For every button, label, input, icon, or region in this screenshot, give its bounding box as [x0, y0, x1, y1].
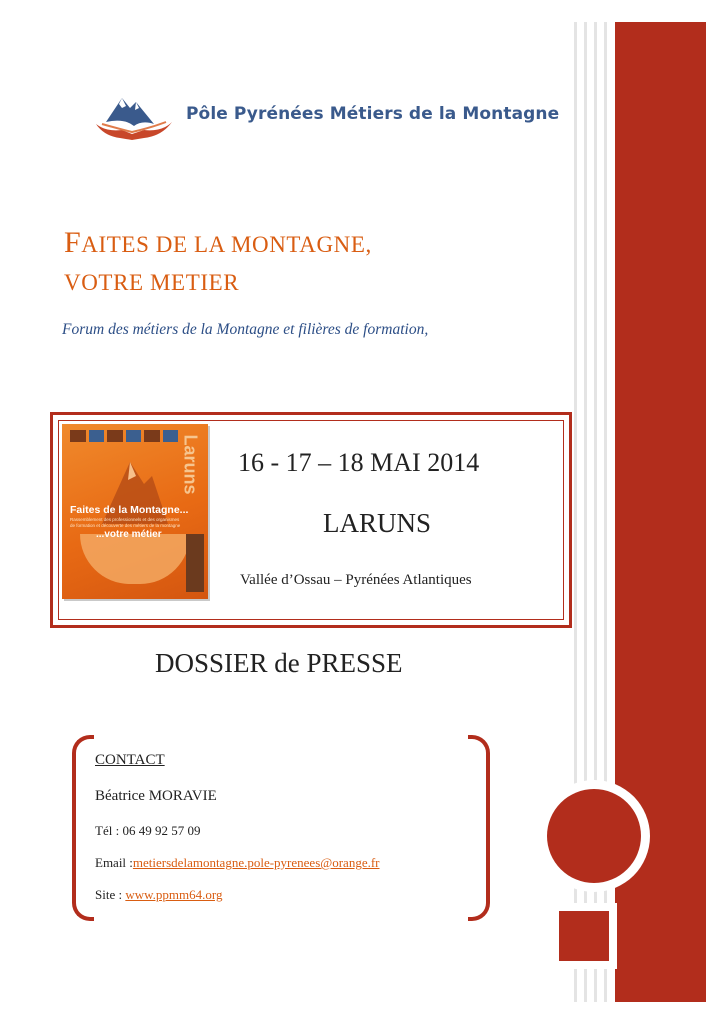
poster-photo-strip — [70, 430, 178, 442]
main-title-line1 — [64, 226, 372, 260]
contact-email-link[interactable]: metiersdelamontagne.pole-pyrenees@orange.fr — [132, 855, 380, 870]
contact-phone-value: 06 49 92 57 09 — [122, 823, 201, 838]
poster-title: Faites de la Montagne... — [70, 504, 189, 516]
contact-website-label: Site : — [95, 887, 126, 902]
decorative-circle — [547, 789, 641, 883]
decorative-square — [559, 911, 609, 961]
org-logo — [92, 94, 176, 140]
contact-heading: CONTACT — [95, 752, 165, 768]
poster-side-text: Laruns — [180, 434, 201, 495]
event-region: Vallée d’Ossau – Pyrénées Atlantiques — [240, 572, 472, 588]
contact-bracket-left — [72, 735, 94, 921]
main-title-line2: VOTRE METIER — [64, 270, 240, 295]
event-poster-image — [62, 424, 208, 599]
contact-name: Béatrice MORAVIE — [95, 788, 217, 804]
poster-subtitle: ...votre métier — [96, 529, 162, 540]
event-place: LARUNS — [323, 508, 432, 538]
contact-website-link[interactable]: www.ppmm64.org — [125, 887, 223, 902]
subtitle: Forum des métiers de la Montagne et filières de formation, — [62, 321, 429, 338]
contact-bracket-right — [468, 735, 490, 921]
poster-small-text: Rassemblement des professionnels et des organismes de formation et découverte des métiers de la montagne — [70, 517, 181, 528]
event-dates: 16 - 17 – 18 MAI 2014 — [238, 448, 480, 477]
main-title-initial: F — [64, 226, 82, 259]
poster-photo-column — [186, 534, 204, 592]
poster-hands-illustration — [80, 534, 190, 584]
press-kit-title: DOSSIER de PRESSE — [155, 648, 403, 678]
contact-website — [95, 887, 222, 903]
org-name: Pôle Pyrénées Métiers de la Montagne — [186, 104, 560, 124]
contact-phone — [95, 823, 200, 839]
contact-phone-label: Tél : — [95, 823, 123, 838]
contact-email — [95, 855, 380, 871]
main-title-line1-rest: AITES DE LA MONTAGNE, — [81, 232, 372, 257]
contact-email-label: Email : — [95, 855, 133, 870]
